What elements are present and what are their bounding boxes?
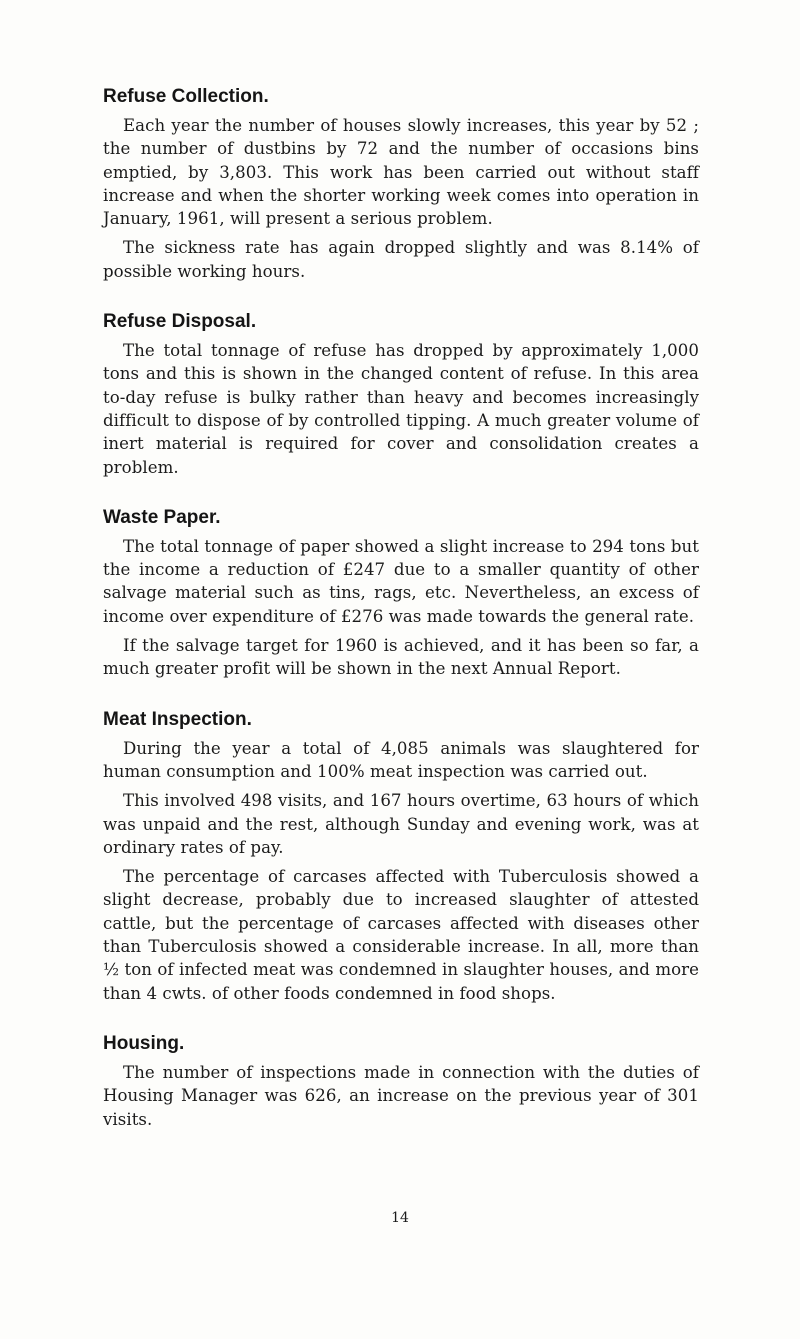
section-heading: Waste Paper. [103,506,221,528]
paragraph: This involved 498 visits, and 167 hours overtime, 63 hours of which was unpaid and the rest, although Sunday and evening work, was at ordinary rates of pay. [103,791,699,857]
section-meat-inspection [103,707,699,1005]
paragraph: The number of inspections made in connection with the duties of Housing Manager was 626, an increase on the previous year of 301 visits. [103,1062,699,1129]
section-heading: Meat Inspection. [103,708,252,730]
section-heading: Refuse Collection. [103,86,269,107]
page-number: 14 [391,1210,409,1226]
section-refuse-collection [103,84,699,283]
section-waste-paper [103,505,699,681]
section-heading: Refuse Disposal. [103,311,257,333]
paragraph: The percentage of carcases affected with Tuberculosis showed a slight decrease, probably due to increased slaughter of attested cattle, but the percentage of carcases affected with diseases other than Tuberculosis showed a considerable increase. In all, more than ½ ton of infected meat was condemned in slaughter houses, and more than 4 cwts. of other foods condemned in food shops. [103,867,699,1003]
section-refuse-disposal [103,309,699,479]
document-body [103,84,699,1157]
paragraph: The sickness rate has again dropped slightly and was 8.14% of possible working hours. [103,238,699,281]
paragraph: The total tonnage of refuse has dropped by approximately 1,000 tons and this is shown in the changed content of refuse. In this area to-day refuse is bulky rather than heavy and becomes increasingly difficult to dispose of by controlled tipping. A much greater volume of inert material is required for cover and consolidation creates a problem. [103,341,699,477]
section-housing [103,1031,699,1131]
paragraph: The total tonnage of paper showed a slight increase to 294 tons but the income a reduction of £247 due to a smaller quantity of other salvage material such as tins, rags, etc. Nevertheless, an excess of income over expenditure of £276 was made towards the general rate. [103,536,699,626]
section-heading: Housing. [103,1032,185,1054]
paragraph: If the salvage target for 1960 is achieved, and it has been so far, a much greater profit will be shown in the next Annual Report. [103,636,699,679]
paragraph: Each year the number of houses slowly increases, this year by 52 ; the number of dustbins by 72 and the number of occasions bins emptied, by 3,803. This work has been carried out without staff increase and when the shorter working week comes into operation in January, 1961, will present a serious problem. [103,116,699,229]
paragraph: During the year a total of 4,085 animals was slaughtered for human consumption and 100% meat inspection was carried out. [103,738,699,781]
